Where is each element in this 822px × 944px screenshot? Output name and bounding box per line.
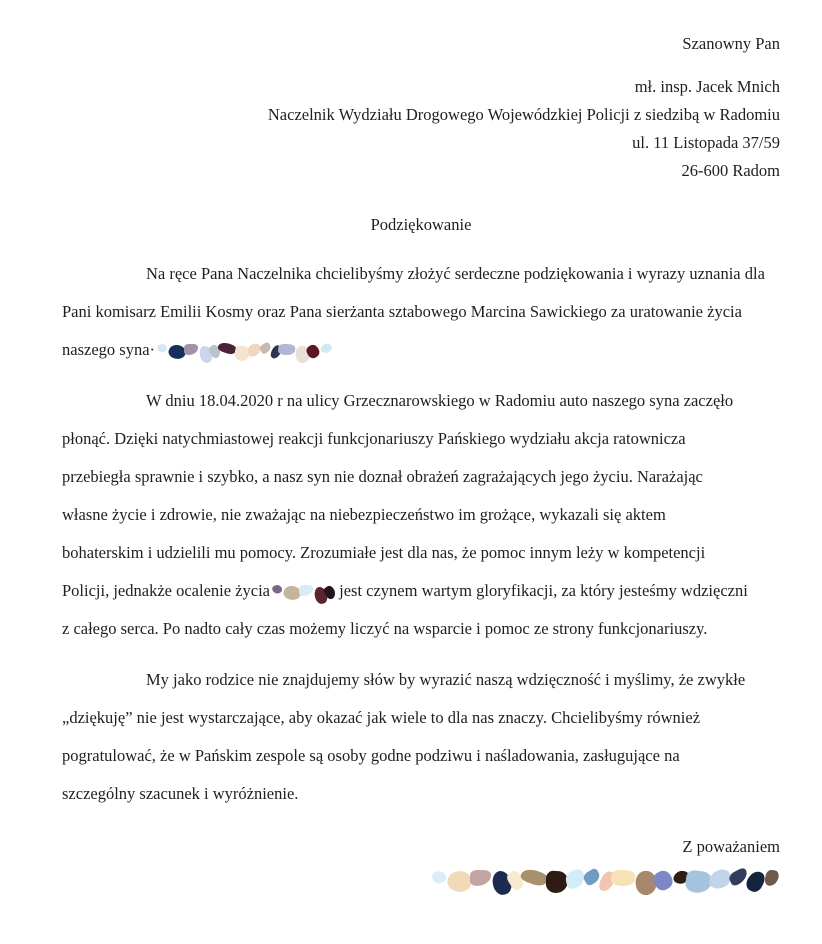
body-line-text: Policji, jednakże ocalenie życia — [62, 581, 270, 600]
body-line-text: jest czynem wartym gloryfikacji, za który jesteśmy wdzięczni — [339, 581, 748, 600]
body-line: przebiegła sprawnie i szybko, a nasz syn nie doznał obrażeń zagrażających jego życiu. Narażając — [62, 467, 703, 486]
body-line: „dziękuję” nie jest wystarczające, aby okazać jak wiele to dla nas znaczy. Chcielibyśmy również — [62, 708, 701, 727]
signature-row — [62, 868, 780, 902]
body-line: My jako rodzice nie znajdujemy słów by wyrazić naszą wdzięczność i myślimy, że zwykłe — [146, 670, 746, 689]
body-line: płonąć. Dzięki natychmiastowej reakcji funkcjonariuszy Pańskiego wydziału akcja ratownicza — [62, 429, 686, 448]
body-line — [62, 331, 780, 369]
body-line: z całego serca. Po nadto cały czas możemy liczyć na wsparcie i pomoc ze strony funkcjonariuszy. — [62, 619, 708, 638]
body-line-text: naszego syna· — [62, 340, 156, 359]
redacted-signature-blob — [435, 868, 778, 892]
redacted-son-name-blob — [160, 343, 330, 360]
recipient-address-city: 26-600 Radom — [681, 161, 780, 180]
body-line — [62, 572, 780, 610]
body-line: szczególny szacunek i wyróżnienie. — [62, 784, 299, 803]
recipient-title: Naczelnik Wydziału Drogowego Wojewódzkiej Policji z siedzibą w Radomiu — [267, 105, 780, 124]
body-line: własne życie i zdrowie, nie zważając na niebezpieczeństwo im grożące, wykazali się aktem — [62, 505, 666, 524]
paragraph-3 — [62, 661, 780, 813]
body-line: Na ręce Pana Naczelnika chcielibyśmy złożyć serdeczne podziękowania i wyrazy uznania dla — [146, 264, 765, 283]
paragraph-2 — [62, 382, 780, 648]
body-line: pogratulować, że w Pańskim zespole są osoby godne podziwu i naśladowania, zasługujące na — [62, 746, 680, 765]
paragraph-1 — [62, 255, 780, 369]
body-line: Pani komisarz Emilii Kosmy oraz Pana sierżanta sztabowego Marcina Sawickiego za uratowanie życia — [62, 302, 742, 321]
recipient-block — [62, 30, 780, 185]
recipient-name: mł. insp. Jacek Mnich — [634, 77, 780, 96]
recipient-salutation: Szanowny Pan — [682, 34, 780, 53]
body-line: W dniu 18.04.2020 r na ulicy Grzecznarowskiego w Radomiu auto naszego syna zaczęło — [146, 391, 734, 410]
letter-title: Podziękowanie — [370, 215, 472, 234]
redacted-victim-name-blob — [275, 584, 335, 601]
closing-phrase: Z poważaniem — [682, 837, 780, 856]
body-line: bohaterskim i udzielili mu pomocy. Zrozumiałe jest dla nas, że pomoc innym leży w kompetencji — [62, 543, 706, 562]
recipient-address-street: ul. 11 Listopada 37/59 — [632, 133, 780, 152]
